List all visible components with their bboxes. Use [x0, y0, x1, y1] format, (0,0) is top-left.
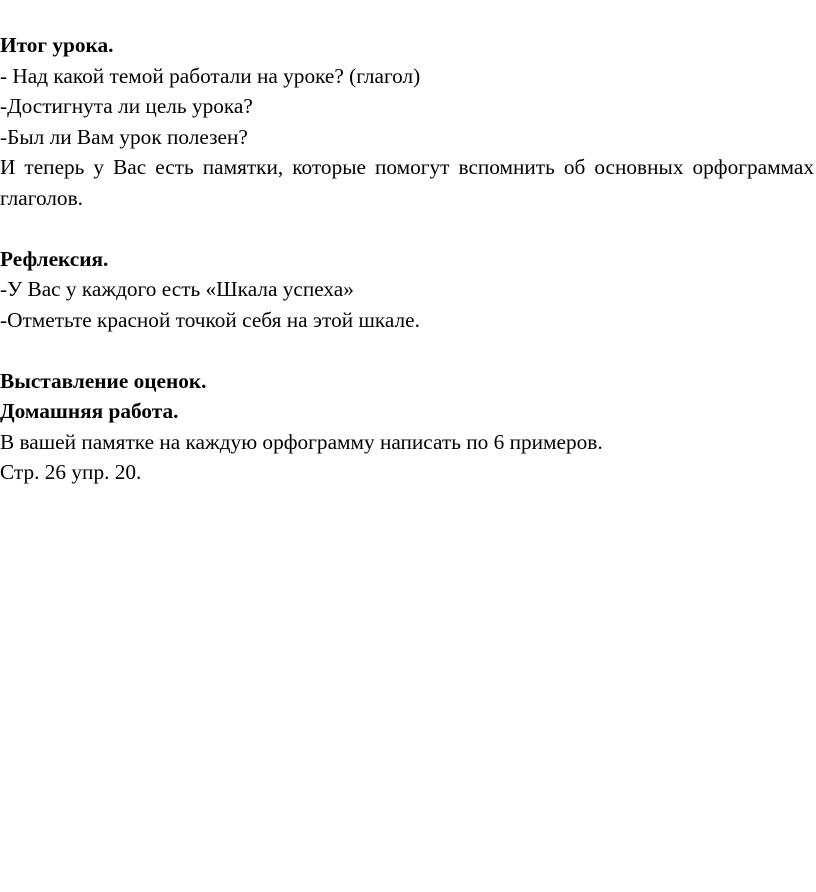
summary-note: И теперь у Вас есть памятки, которые помогут вспомнить об основных орфограммах глаголов. — [0, 155, 814, 210]
reflection-heading: Рефлексия. — [0, 246, 109, 271]
grading-heading: Выставление оценок. — [0, 368, 207, 393]
summary-question-topic: - Над какой темой работали на уроке? (глагол) — [0, 63, 421, 88]
reflection-line-scale: -У Вас у каждого есть «Шкала успеха» — [0, 277, 354, 301]
homework-line-task: В вашей памятке на каждую орфограмму написать по 6 примеров. — [0, 429, 603, 454]
homework-heading: Домашняя работа. — [0, 399, 179, 423]
document-page — [0, 30, 816, 488]
spacer — [0, 335, 816, 366]
summary-heading: Итог урока. — [0, 33, 114, 57]
homework-line-page: Стр. 26 упр. 20. — [0, 460, 142, 484]
reflection-line-mark: -Отметьте красной точкой себя на этой шкале. — [0, 307, 420, 332]
summary-question-useful: -Был ли Вам урок полезен? — [0, 124, 248, 149]
spacer — [0, 213, 816, 244]
summary-question-goal: -Достигнута ли цель урока? — [0, 94, 253, 118]
